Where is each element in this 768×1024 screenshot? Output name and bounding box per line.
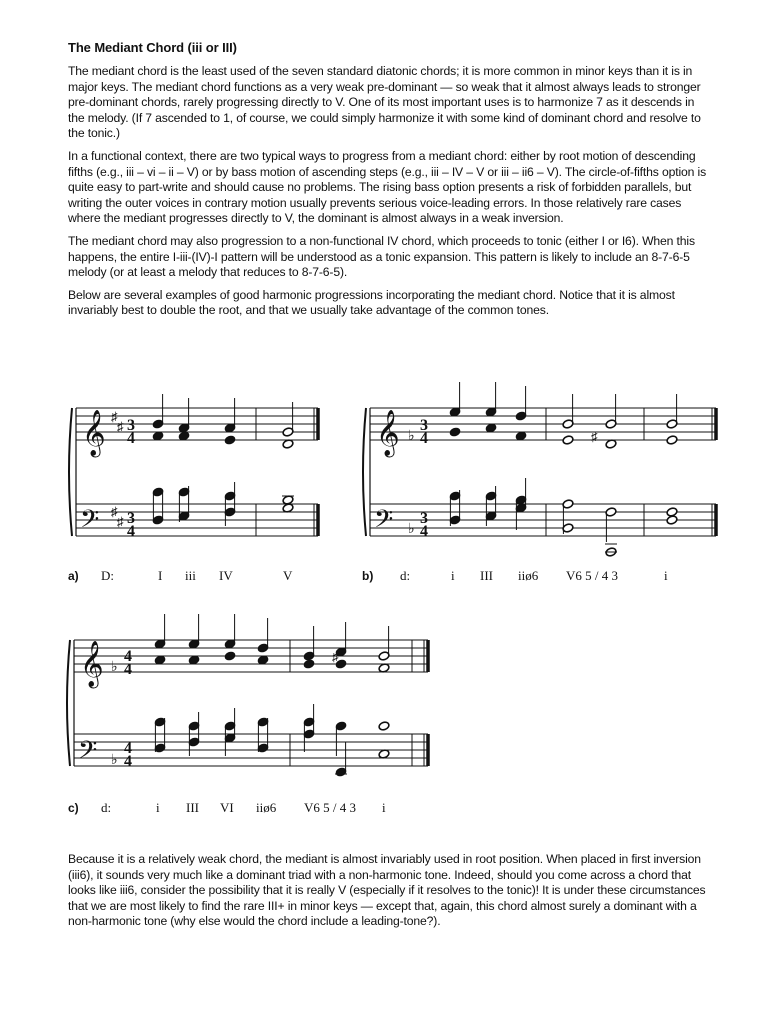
example-a-roman-4: V xyxy=(283,568,293,583)
example-b-roman-3: iiø6 xyxy=(518,568,539,583)
example-b-roman-5: i xyxy=(664,568,668,583)
notehead xyxy=(562,435,574,445)
sharp-icon: ♯ xyxy=(591,429,598,444)
example-c-label: c) xyxy=(68,801,79,815)
example-c-roman-3: VI xyxy=(220,800,234,815)
example-c-roman-5: V6 5 / 4 3 xyxy=(304,800,356,815)
system-brace xyxy=(69,408,72,536)
time-sig-b-bass-top: 3 xyxy=(420,510,428,527)
treble-clef-icon: 𝄞 xyxy=(376,410,400,455)
notehead xyxy=(224,651,236,661)
page-title: The Mediant Chord (iii or III) xyxy=(68,40,237,55)
time-sig-c-treble-bottom: 4 xyxy=(124,661,132,678)
example-c-roman-6: i xyxy=(382,800,386,815)
paragraph-4: Below are several examples of good harmonic progressions incorporating the mediant chord. Notice that it is almost invariably best to double the root, and that we usually take advantage of the common tones. xyxy=(68,287,675,318)
example-b-roman-2: III xyxy=(480,568,493,583)
paragraph-5: Because it is a relatively weak chord, the mediant is almost invariably used in root position. When placed in first inversion (iii6), it sounds very much like a dominant triad with a non-harmonic tone. Indeed, should you come across a chord that looks like iii6, consider the possibility that it is really V (especially if it resolves to the tonic)! It is under these circumstances that we are most likely to find the rare III+ in minor keys — except that, again, this chord almost surely a dominant with a non-harmonic tone (why else would the chord include a leading-tone?). xyxy=(68,852,706,929)
notehead xyxy=(449,427,461,437)
notehead xyxy=(224,435,236,445)
example-a-roman-2: iii xyxy=(185,568,196,583)
time-sig-a-bass-top: 3 xyxy=(127,510,135,527)
time-sig-b-bass-bottom: 4 xyxy=(420,523,428,540)
example-b-key: d: xyxy=(400,568,411,583)
example-a-roman-3: IV xyxy=(219,568,233,583)
time-sig-a-bass-bottom: 4 xyxy=(127,523,135,540)
notehead xyxy=(666,515,678,525)
sharp-icon: ♯ xyxy=(332,649,339,664)
treble-clef-icon: 𝄞 xyxy=(80,641,104,686)
sharp-icon: ♯ xyxy=(117,419,124,434)
example-a-label: a) xyxy=(68,569,79,583)
closing-text xyxy=(68,852,708,937)
paragraph-3: The mediant chord may also progression to a non-functional IV chord, which proceeds to tonic (either I or I6). When this happens, the entire I-iii-(IV)-I pattern will be understood as a tonic expansion. This pattern is likely to include an 8-7-6-5 melody (or at least a melody that reduces to 8-7-6-5). xyxy=(68,233,695,280)
bass-clef-icon: 𝄢 xyxy=(80,506,100,539)
example-a-roman-1: I xyxy=(158,568,163,583)
paragraph-2: In a functional context, there are two typical ways to progress from a mediant chord: either by root motion of descending fifths (e.g., iii – vi – ii – V) or by bass motion of ascending steps (e.g., iii – IV – V or iii – ii6 – V). The circle-of-fifths option is quite easy to part-write and should cause no problems. The rising bass option presents a risk of forbidden parallels, but writing the outer voices in contrary motion usually prevents serious voice-leading errors. In those relatively rare cases where the mediant progresses directly to V, the dominant is almost always in a weak inversion. xyxy=(68,148,707,226)
time-sig-a-treble-top: 3 xyxy=(127,417,135,434)
example-b-roman-4: V6 5 / 4 3 xyxy=(566,568,618,583)
example-b-roman-1: i xyxy=(451,568,455,583)
notehead xyxy=(378,721,390,731)
time-sig-b-treble-bottom: 4 xyxy=(420,430,428,447)
notehead xyxy=(303,659,315,669)
example-a-key: D: xyxy=(101,568,114,583)
paragraph-1: The mediant chord is the least used of the seven standard diatonic chords; it is more common in minor keys than it is in major keys. The mediant chord functions as a very weak pre-dominant — so weak that it almost always leads to stronger pre-dominant chords, rarely progressing directly to V. One of its most important uses is to harmonize 7 as it descends in the melody. (If 7 ascended to 1, of course, we could simply harmonize it with some kind of dominant chord and resolve to the tonic.) xyxy=(68,64,701,141)
flat-icon: ♭ xyxy=(111,660,118,675)
time-sig-c-bass-bottom: 4 xyxy=(124,753,132,770)
time-sig-c-treble-top: 4 xyxy=(124,648,132,665)
bass-clef-icon: 𝄢 xyxy=(78,737,98,770)
example-c-roman-2: III xyxy=(186,800,199,815)
example-c-roman-4: iiø6 xyxy=(256,800,277,815)
example-b-label: b) xyxy=(362,569,374,583)
time-sig-a-treble-bottom: 4 xyxy=(127,430,135,447)
time-sig-b-treble-top: 3 xyxy=(420,417,428,434)
system-brace xyxy=(363,408,366,536)
sharp-icon: ♯ xyxy=(111,409,118,424)
notehead xyxy=(666,435,678,445)
time-sig-c-bass-top: 4 xyxy=(124,740,132,757)
example-c-key: d: xyxy=(101,800,112,815)
bass-clef-icon: 𝄢 xyxy=(374,506,394,539)
flat-icon: ♭ xyxy=(408,429,415,444)
flat-icon: ♭ xyxy=(408,522,415,537)
example-c-roman-1: i xyxy=(156,800,160,815)
sharp-icon: ♯ xyxy=(111,504,118,519)
treble-clef-icon: 𝄞 xyxy=(82,410,106,455)
flat-icon: ♭ xyxy=(111,753,118,768)
sharp-icon: ♯ xyxy=(117,514,124,529)
system-brace xyxy=(67,640,70,766)
